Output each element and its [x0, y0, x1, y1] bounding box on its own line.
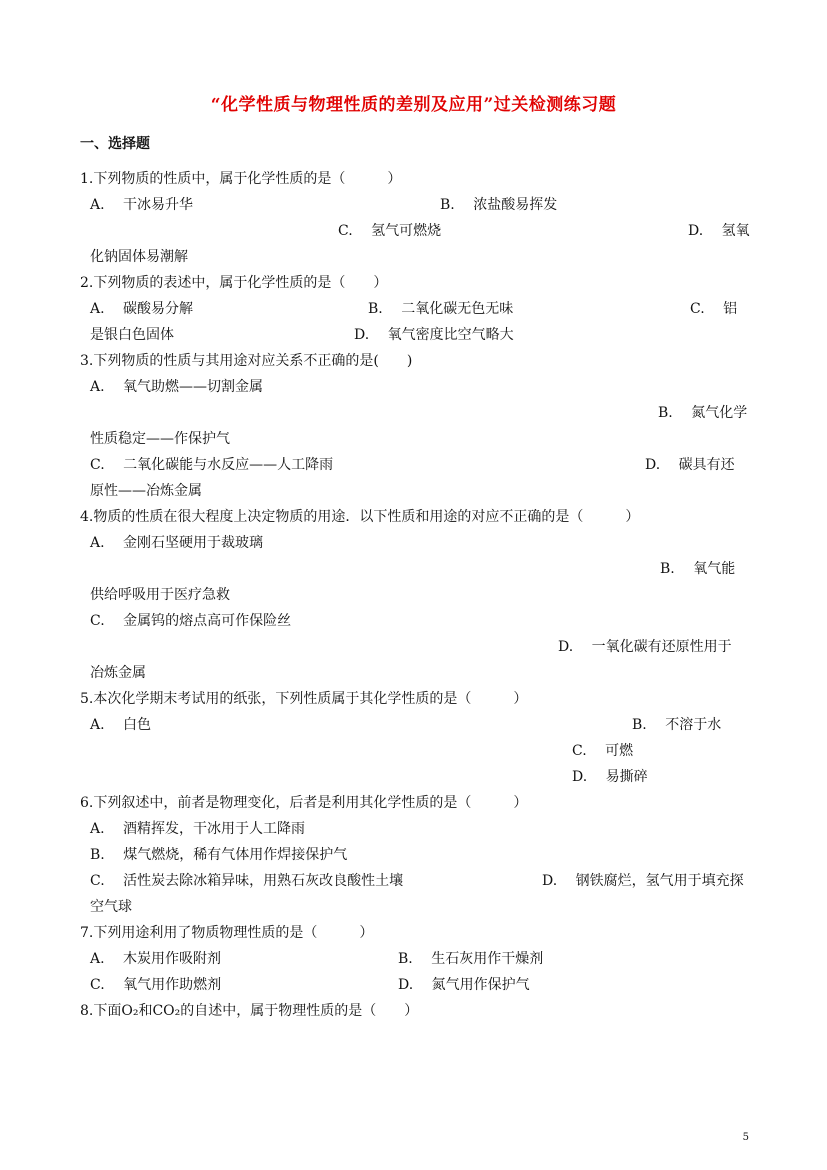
q3-option-c: C. 二氧化碳能与水反应——人工降雨: [90, 457, 334, 473]
q3-option-b: B. 氮气化学: [658, 405, 748, 421]
q2-option-c-cont: 是银白色固体: [90, 327, 174, 343]
q1-option-a: A. 干冰易升华: [90, 197, 194, 213]
q4-option-d: D. 一氧化碳有还原性用于: [558, 639, 732, 655]
q6-option-d-cont: 空气球: [90, 899, 132, 915]
q7-option-c: C. 氧气用作助燃剂: [90, 977, 222, 993]
q7-option-a: A. 木炭用作吸附剂: [90, 951, 222, 967]
q6-option-b: B. 煤气燃烧，稀有气体用作焊接保护气: [90, 847, 348, 863]
q3-option-d-cont: 原性——冶炼金属: [90, 483, 202, 499]
question-8: 8.下面O₂和CO₂的自述中，属于物理性质的是（ ）: [80, 1003, 419, 1019]
question-6: 6.下列叙述中，前者是物理变化，后者是利用其化学性质的是（ ）: [80, 795, 528, 811]
q7-option-d: D. 氮气用作保护气: [398, 977, 530, 993]
question-7: 7.下列用途利用了物质物理性质的是（ ）: [80, 925, 374, 941]
q7-option-b: B. 生石灰用作干燥剂: [398, 951, 544, 967]
q6-option-a: A. 酒精挥发，干冰用于人工降雨: [90, 821, 306, 837]
q4-option-a: A. 金刚石坚硬用于裁玻璃: [90, 535, 264, 551]
question-3: 3.下列物质的性质与其用途对应关系不正确的是( ): [80, 353, 413, 369]
q1-option-d: D. 氢氧: [688, 223, 750, 239]
q5-option-a: A. 白色: [90, 717, 152, 733]
question-2: 2.下列物质的表述中，属于化学性质的是（ ）: [80, 275, 388, 291]
question-4: 4.物质的性质在很大程度上决定物质的用途．以下性质和用途的对应不正确的是（ ）: [80, 509, 640, 525]
q2-option-a: A. 碳酸易分解: [90, 301, 194, 317]
q5-option-c: C. 可燃: [572, 743, 634, 759]
q6-option-c: C. 活性炭去除冰箱异味，用熟石灰改良酸性土壤: [90, 873, 404, 889]
q5-option-d: D. 易撕碎: [572, 769, 648, 785]
q3-option-a: A. 氧气助燃——切割金属: [90, 379, 264, 395]
q5-option-b: B. 不溶于水: [632, 717, 722, 733]
q4-option-c: C. 金属钨的熔点高可作保险丝: [90, 613, 292, 629]
q2-option-b: B. 二氧化碳无色无味: [368, 301, 514, 317]
q2-option-c: C. 铝: [690, 301, 738, 317]
question-5: 5.本次化学期末考试用的纸张，下列性质属于其化学性质的是（ ）: [80, 691, 528, 707]
q2-option-d: D. 氧气密度比空气略大: [354, 327, 514, 343]
q1-option-b: B. 浓盐酸易挥发: [440, 197, 558, 213]
q4-option-d-cont: 冶炼金属: [90, 665, 146, 681]
q3-option-b-cont: 性质稳定——作保护气: [90, 431, 230, 447]
document-title: “化学性质与物理性质的差别及应用”过关检测练习题: [210, 95, 617, 115]
section-heading: 一、选择题: [80, 136, 150, 152]
question-1: 1.下列物质的性质中，属于化学性质的是（ ）: [80, 171, 402, 187]
q1-option-d-cont: 化钠固体易潮解: [90, 249, 188, 265]
q4-option-b-cont: 供给呼吸用于医疗急救: [90, 587, 230, 603]
q3-option-d: D. 碳具有还: [645, 457, 735, 473]
page-number: 5: [742, 1132, 749, 1143]
q6-option-d: D. 钢铁腐烂，氢气用于填充探: [542, 873, 744, 889]
q4-option-b: B. 氧气能: [660, 561, 736, 577]
q1-option-c: C. 氢气可燃烧: [338, 223, 442, 239]
